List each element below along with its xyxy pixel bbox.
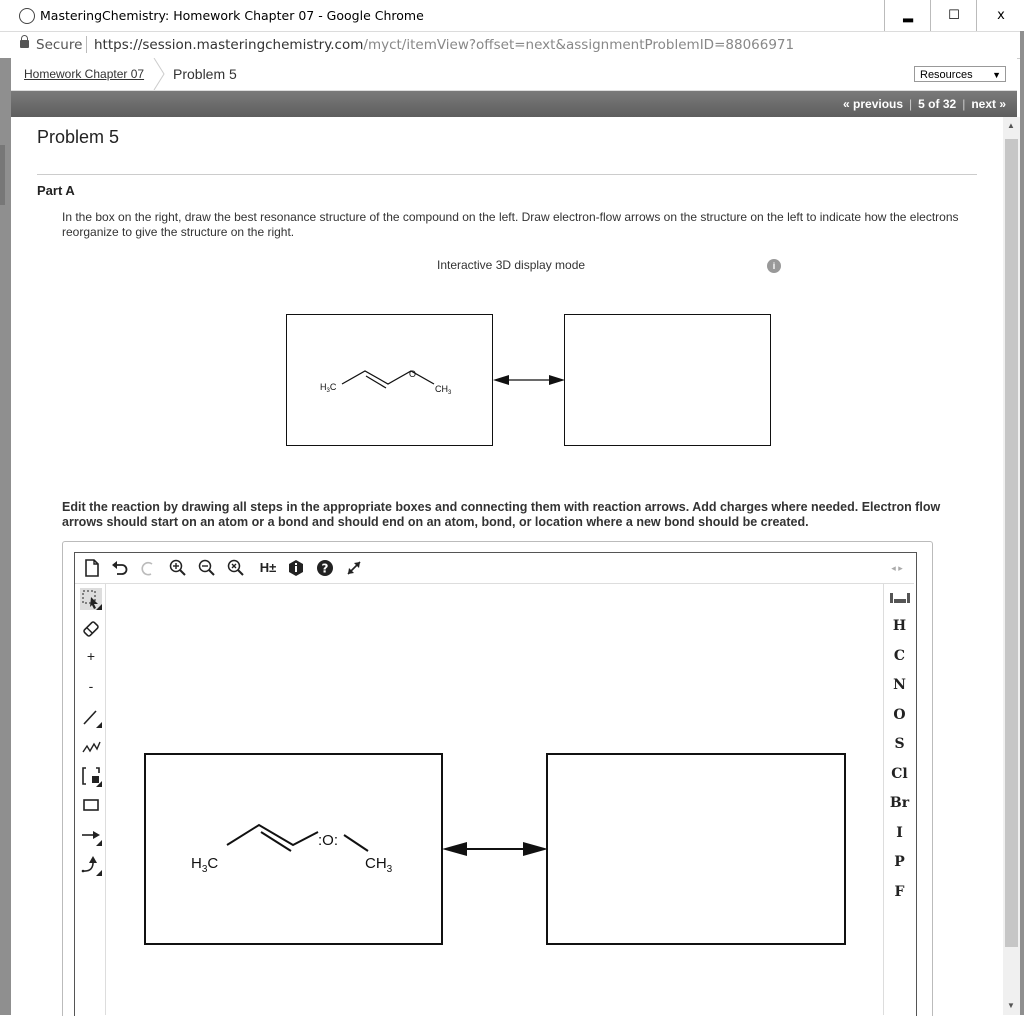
editor-resonance-arrow[interactable] (441, 839, 549, 859)
address-separator (86, 36, 87, 53)
element-p-button[interactable]: P (894, 854, 905, 870)
element-br-button[interactable]: Br (889, 795, 910, 811)
editor-left-toolbar (75, 584, 106, 1015)
panel-toggle-icon[interactable]: ◂ ▸ (891, 563, 903, 573)
expand-icon[interactable] (345, 559, 363, 577)
problem-pager (840, 97, 1009, 111)
bond-tool-icon[interactable] (80, 706, 102, 728)
problem-nav-bar (11, 91, 1017, 117)
reference-right-box (564, 314, 771, 446)
previous-link[interactable]: « previous (843, 97, 904, 111)
scroll-down-icon[interactable]: ▼ (1007, 1001, 1015, 1010)
zoom-in-icon[interactable] (169, 559, 187, 577)
zoom-reset-icon[interactable] (227, 559, 245, 577)
url-host: https://session.masteringchemistry.com (94, 37, 364, 53)
zoom-out-icon[interactable] (198, 559, 216, 577)
editor-ch3-label: $CH_3$ (365, 855, 393, 875)
reference-h3c-label: $H_3C$ (320, 382, 337, 394)
element-h-button[interactable]: H (892, 618, 907, 634)
dropdown-arrow-icon: ▼ (992, 70, 1001, 80)
editor-instructions: Edit the reaction by drawing all steps in the appropriate boxes and connecting them with reaction arrows. Add charges where needed. Electron flow arrows should start on an atom or a bond and should end on an atom, bond, or location where a new bond should be created. (62, 500, 941, 529)
editor-right-structure-box[interactable] (546, 753, 846, 945)
part-heading: Part A (37, 183, 75, 198)
url-text[interactable] (94, 37, 794, 53)
undo-icon[interactable] (111, 559, 129, 577)
scrollbar-thumb[interactable] (1005, 139, 1018, 947)
hydrogen-toggle-button[interactable]: H± (259, 560, 277, 575)
page-scrollbar[interactable] (1003, 117, 1020, 1015)
secure-label: Secure (36, 37, 83, 53)
title-divider (37, 174, 977, 175)
part-instructions: In the box on the right, draw the best resonance structure of the compound on the left. Draw electron-flow arrows on the structure on the left to indicate how the electrons reorganize to give the structure on the right. (62, 210, 959, 239)
reference-ch3-label: $CH_3$ (435, 384, 452, 396)
element-i-button[interactable]: I (896, 825, 903, 841)
breadcrumb (11, 58, 1017, 91)
info-icon[interactable]: i (767, 259, 781, 273)
reference-left-box (286, 314, 493, 446)
redo-icon[interactable] (139, 559, 157, 577)
window-title: MasteringChemistry: Homework Chapter 07 - Google Chrome (40, 8, 424, 23)
element-f-button[interactable]: F (894, 884, 905, 900)
element-o-button[interactable]: O (893, 707, 906, 723)
editor-top-toolbar (75, 553, 914, 584)
rectangle-tool-icon[interactable] (80, 794, 102, 816)
editor-left-structure-box[interactable] (144, 753, 443, 945)
address-bar[interactable] (0, 32, 1024, 59)
editor-h3c-label: $H_3C$ (191, 855, 219, 875)
reference-molecule-drawing (287, 315, 491, 444)
resources-label: Resources (920, 69, 973, 81)
right-window-edge (1020, 31, 1024, 1015)
reference-resonance-arrow (492, 372, 566, 388)
element-cl-button[interactable]: Cl (891, 766, 908, 782)
svg-text:?: ? (321, 561, 329, 576)
editor-oxygen-lone-pairs[interactable]: :O: (318, 832, 339, 849)
chain-tool-icon[interactable] (80, 736, 102, 758)
new-document-icon[interactable] (83, 559, 101, 577)
info-hex-icon[interactable] (287, 559, 305, 577)
left-window-edge-shade (0, 145, 5, 205)
positive-charge-tool[interactable]: + (86, 648, 96, 664)
element-s-button[interactable]: S (894, 736, 905, 752)
element-palette (883, 584, 915, 1015)
display-mode-link[interactable]: Interactive 3D display mode (437, 258, 586, 272)
element-c-button[interactable]: C (893, 648, 906, 664)
curved-arrow-tool-icon[interactable] (80, 854, 102, 876)
select-tool-icon[interactable] (80, 588, 102, 610)
reference-oxygen-label: O (409, 369, 417, 379)
page-title: Problem 5 (37, 127, 120, 147)
periodic-table-icon[interactable] (884, 590, 915, 606)
help-icon[interactable] (316, 559, 334, 577)
editor-molecule-drawing[interactable] (146, 755, 441, 943)
minimize-button[interactable]: ▂ (884, 0, 931, 31)
breadcrumb-current-problem: Problem 5 (173, 66, 237, 82)
chrome-app-icon (19, 8, 35, 24)
scroll-up-icon[interactable]: ▲ (1007, 121, 1015, 130)
eraser-icon[interactable] (80, 618, 102, 640)
pager-separator: | (962, 97, 966, 111)
resources-dropdown[interactable] (914, 66, 1006, 82)
problem-position: 5 of 32 (918, 97, 957, 111)
breadcrumb-assignment-link[interactable]: Homework Chapter 07 (24, 67, 145, 81)
negative-charge-tool[interactable]: - (88, 678, 94, 694)
breadcrumb-chevron-icon (150, 58, 170, 90)
reaction-arrow-tool-icon[interactable] (80, 824, 102, 846)
maximize-button[interactable]: ☐ (930, 0, 977, 31)
lock-icon (20, 40, 29, 48)
element-n-button[interactable]: N (893, 677, 906, 693)
url-path: /myct/itemView?offset=next&assignmentProblemID=88066971 (363, 37, 795, 53)
bracket-tool-icon[interactable] (80, 765, 102, 787)
next-link[interactable]: next » (971, 97, 1006, 111)
window-title-bar (0, 0, 1024, 32)
pager-separator: | (909, 97, 913, 111)
close-button[interactable]: x (976, 0, 1024, 31)
